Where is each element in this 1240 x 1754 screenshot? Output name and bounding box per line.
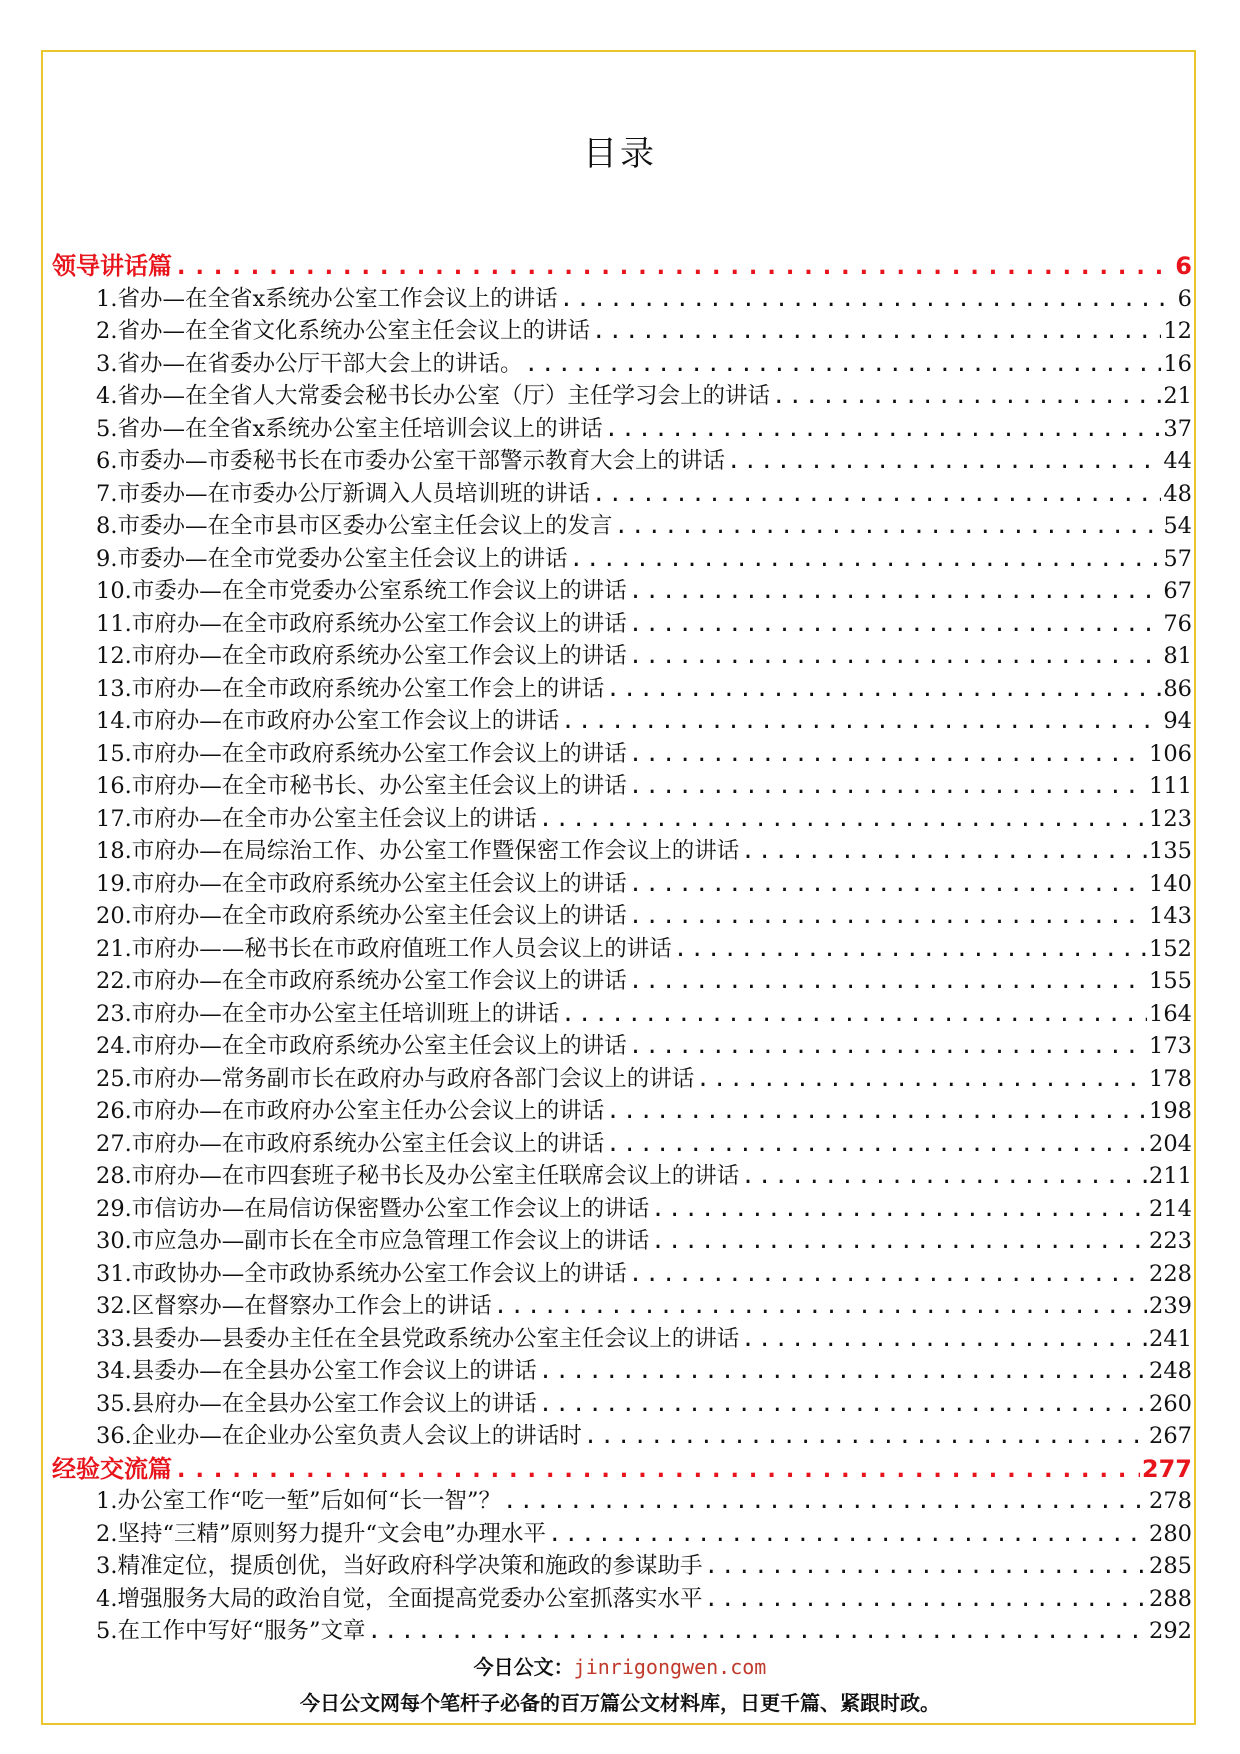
- toc-entry-title: 9.市委办—在全市党委办公室主任会议上的讲话: [96, 545, 568, 572]
- toc-entry[interactable]: [52, 1485, 1192, 1518]
- toc-entry-title: 15.市府办—在全市政府系统办公室工作会议上的讲话: [96, 740, 627, 767]
- toc-leader-dots: [629, 1030, 1147, 1063]
- toc-leader-dots: [592, 315, 1161, 348]
- toc-leader-dots: [629, 575, 1162, 608]
- toc-entry[interactable]: [52, 868, 1192, 901]
- toc-entry-title: 22.市府办—在全市政府系统办公室工作会议上的讲话: [96, 968, 627, 994]
- toc-entry-title: 11.市府办—在全市政府系统办公室工作会议上的讲话: [96, 610, 627, 637]
- toc-entry[interactable]: [52, 445, 1192, 478]
- toc-entry-page: 76: [1163, 610, 1192, 637]
- toc-entry-title: 12.市府办—在全市政府系统办公室工作会议上的讲话: [96, 643, 627, 669]
- toc-leader-dots: [629, 900, 1147, 933]
- toc-leader-dots: [539, 803, 1147, 836]
- toc-entry-page: 223: [1149, 1228, 1192, 1254]
- toc-leader-dots: [367, 1615, 1147, 1648]
- toc-entry[interactable]: [52, 1615, 1192, 1648]
- toc-entry[interactable]: [52, 1583, 1192, 1616]
- toc-entry[interactable]: [52, 965, 1192, 998]
- toc-entry[interactable]: [52, 543, 1192, 576]
- toc-entry[interactable]: [52, 1258, 1192, 1291]
- toc-leader-dots: [651, 1225, 1147, 1258]
- footer-site-line: [0, 1651, 1240, 1680]
- footer-prefix: 今日公文：: [473, 1655, 574, 1679]
- toc-leader-dots: [606, 673, 1161, 706]
- toc-entry-page: 241: [1149, 1325, 1192, 1352]
- toc-entry-page: 260: [1149, 1390, 1192, 1417]
- toc-entry[interactable]: [52, 575, 1192, 608]
- toc-leader-dots: [606, 1095, 1147, 1128]
- toc-entry-page: 81: [1163, 643, 1192, 669]
- toc-entry-title: 31.市政协办—全市政协系统办公室工作会议上的讲话: [96, 1260, 627, 1287]
- toc-entry-page: 155: [1149, 968, 1192, 994]
- toc-section[interactable]: [52, 1453, 1192, 1486]
- toc-entry[interactable]: [52, 608, 1192, 641]
- toc-entry-page: 267: [1149, 1423, 1192, 1449]
- toc-entry-title: 36.企业办—在企业办公室负责人会议上的讲话时: [96, 1423, 582, 1449]
- toc-leader-dots: [629, 770, 1147, 803]
- toc-entry[interactable]: [52, 1128, 1192, 1161]
- toc-entry[interactable]: [52, 1030, 1192, 1063]
- toc-entry[interactable]: [52, 705, 1192, 738]
- toc-entry-title: 26.市府办—在市政府办公室主任办公会议上的讲话: [96, 1098, 605, 1124]
- toc-leader-dots: [704, 1550, 1147, 1583]
- toc-entry-page: 239: [1149, 1293, 1192, 1319]
- toc-leader-dots: [592, 478, 1161, 511]
- toc-leader-dots: [674, 933, 1147, 966]
- toc-entry-page: 280: [1149, 1520, 1192, 1547]
- toc-section-title: 领导讲话篇: [52, 252, 172, 280]
- toc-entry[interactable]: [52, 1095, 1192, 1128]
- toc-section[interactable]: [52, 250, 1192, 283]
- toc-leader-dots: [741, 1160, 1147, 1193]
- toc-leader-dots: [629, 738, 1147, 771]
- toc-entry-title: 1.省办—在全省x系统办公室工作会议上的讲话: [96, 285, 558, 312]
- toc-leader-dots: [614, 510, 1161, 543]
- toc-entry-title: 20.市府办—在全市政府系统办公室主任会议上的讲话: [96, 903, 627, 929]
- toc-section-page: 277: [1141, 1454, 1192, 1483]
- toc-entry[interactable]: [52, 1355, 1192, 1388]
- toc-entry[interactable]: [52, 1550, 1192, 1583]
- toc-leader-dots: [561, 998, 1147, 1031]
- toc-entry[interactable]: [52, 1420, 1192, 1453]
- toc-entry-title: 19.市府办—在全市政府系统办公室主任会议上的讲话: [96, 870, 627, 897]
- toc-entry-title: 35.县府办—在全县办公室工作会议上的讲话: [96, 1390, 537, 1417]
- footer-slogan: 今日公文网每个笔杆子必备的百万篇公文材料库，日更千篇、紧跟时政。: [300, 1691, 940, 1715]
- toc-entry[interactable]: [52, 348, 1192, 381]
- toc-entry-page: 248: [1149, 1358, 1192, 1384]
- toc-leader-dots: [727, 445, 1161, 478]
- toc-entry-page: 86: [1163, 675, 1192, 702]
- toc-entry-page: 67: [1163, 578, 1192, 604]
- toc-entry-title: 23.市府办—在全市办公室主任培训班上的讲话: [96, 1000, 560, 1027]
- toc-entry-title: 6.市委办—市委秘书长在市委办公室干部警示教育大会上的讲话: [96, 448, 725, 474]
- toc-entry-title: 27.市府办—在市政府系统办公室主任会议上的讲话: [96, 1130, 605, 1157]
- toc-entry-page: 6: [1177, 285, 1192, 312]
- toc-entry-title: 29.市信访办—在局信访保密暨办公室工作会议上的讲话: [96, 1195, 650, 1222]
- toc-entry-title: 7.市委办—在市委办公厅新调入人员培训班的讲话: [96, 480, 590, 507]
- toc-entry[interactable]: [52, 413, 1192, 446]
- toc-entry-page: 211: [1149, 1163, 1192, 1189]
- toc-entry-title: 24.市府办—在全市政府系统办公室主任会议上的讲话: [96, 1033, 627, 1059]
- toc-leader-dots: [539, 1355, 1147, 1388]
- toc-entry-page: 12: [1163, 318, 1192, 344]
- toc-leader-dots: [741, 835, 1147, 868]
- toc-entry-title: 32.区督察办—在督察办工作会上的讲话: [96, 1293, 492, 1319]
- toc-leader-dots: [539, 1388, 1147, 1421]
- toc-leader-dots: [561, 705, 1161, 738]
- toc-entry-page: 44: [1163, 448, 1192, 474]
- toc-entry-page: 140: [1149, 870, 1192, 897]
- toc-entry-title: 25.市府办—常务副市长在政府办与政府各部门会议上的讲话: [96, 1065, 695, 1092]
- toc-entry-page: 292: [1149, 1618, 1192, 1644]
- toc-entry-page: 288: [1149, 1585, 1192, 1612]
- toc-entry[interactable]: [52, 770, 1192, 803]
- toc-entry-title: 34.县委办—在全县办公室工作会议上的讲话: [96, 1358, 537, 1384]
- toc-entry[interactable]: [52, 1225, 1192, 1258]
- toc-entry[interactable]: [52, 673, 1192, 706]
- toc-entry-title: 28.市府办—在市四套班子秘书长及办公室主任联席会议上的讲话: [96, 1163, 740, 1189]
- toc-leader-dots: [548, 1518, 1147, 1551]
- toc-entry-page: 152: [1149, 935, 1192, 962]
- toc-leader-dots: [584, 1420, 1147, 1453]
- toc-entry[interactable]: [52, 510, 1192, 543]
- toc-entry-title: 3.精准定位，提质创优，当好政府科学决策和施政的参谋助手: [96, 1553, 703, 1579]
- toc-entry-title: 30.市应急办—副市长在全市应急管理工作会议上的讲话: [96, 1228, 650, 1254]
- toc-entry-page: 21: [1163, 383, 1192, 409]
- toc-entry-page: 198: [1149, 1098, 1192, 1124]
- toc-entry-page: 228: [1149, 1260, 1192, 1287]
- toc-entry-page: 123: [1149, 805, 1192, 832]
- toc-entry-title: 18.市府办—在局综治工作、办公室工作暨保密工作会议上的讲话: [96, 838, 740, 864]
- toc-entry[interactable]: [52, 640, 1192, 673]
- toc-leader-dots: [503, 1485, 1147, 1518]
- toc-entry[interactable]: [52, 1160, 1192, 1193]
- toc-entry-page: 143: [1149, 903, 1192, 929]
- toc-entry-page: 37: [1163, 415, 1192, 442]
- toc-entry-title: 13.市府办—在全市政府系统办公室工作会上的讲话: [96, 675, 605, 702]
- toc-entry-page: 111: [1149, 773, 1192, 799]
- toc-entry[interactable]: [52, 998, 1192, 1031]
- toc-entry-page: 94: [1163, 708, 1192, 734]
- toc-leader-dots: [696, 1063, 1147, 1096]
- toc-section-title: 经验交流篇: [52, 1454, 172, 1483]
- toc-entry-page: 278: [1149, 1488, 1192, 1514]
- table-of-contents: [52, 250, 1192, 1648]
- toc-entry[interactable]: [52, 900, 1192, 933]
- toc-leader-dots: [174, 250, 1173, 283]
- toc-entry-page: 48: [1163, 480, 1192, 507]
- toc-leader-dots: [606, 1128, 1147, 1161]
- toc-entry-title: 2.坚持“三精”原则努力提升“文会电”办理水平: [96, 1520, 546, 1547]
- page-title: 目录: [583, 134, 657, 174]
- toc-leader-dots: [629, 640, 1162, 673]
- toc-entry-title: 14.市府办—在市政府办公室工作会议上的讲话: [96, 708, 560, 734]
- toc-section-page: 6: [1175, 252, 1192, 280]
- toc-entry[interactable]: [52, 738, 1192, 771]
- toc-entry-title: 5.省办—在全省x系统办公室主任培训会议上的讲话: [96, 415, 603, 442]
- toc-entry-page: 54: [1163, 513, 1192, 539]
- toc-entry[interactable]: [52, 1193, 1192, 1226]
- toc-entry-title: 4.省办—在全省人大常委会秘书长办公室（厅）主任学习会上的讲话: [96, 383, 770, 409]
- toc-entry-page: 204: [1149, 1130, 1192, 1157]
- toc-entry[interactable]: [52, 283, 1192, 316]
- toc-entry[interactable]: [52, 380, 1192, 413]
- toc-leader-dots: [651, 1193, 1147, 1226]
- toc-entry[interactable]: [52, 1518, 1192, 1551]
- toc-entry-title: 5.在工作中写好“服务”文章: [96, 1618, 366, 1644]
- toc-entry[interactable]: [52, 835, 1192, 868]
- toc-entry-title: 8.市委办—在全市县市区委办公室主任会议上的发言: [96, 513, 613, 539]
- toc-entry-title: 17.市府办—在全市办公室主任会议上的讲话: [96, 805, 537, 832]
- toc-leader-dots: [629, 1258, 1147, 1291]
- toc-entry-page: 173: [1149, 1033, 1192, 1059]
- toc-entry-title: 33.县委办—县委办主任在全县党政系统办公室主任会议上的讲话: [96, 1325, 740, 1352]
- toc-entry[interactable]: [52, 315, 1192, 348]
- toc-leader-dots: [741, 1323, 1147, 1356]
- toc-entry-page: 164: [1149, 1000, 1192, 1027]
- toc-entry-page: 106: [1149, 740, 1192, 767]
- toc-leader-dots: [605, 413, 1162, 446]
- toc-entry-page: 16: [1163, 350, 1192, 377]
- toc-entry-page: 57: [1163, 545, 1192, 572]
- toc-entry[interactable]: [52, 1388, 1192, 1421]
- toc-leader-dots: [629, 965, 1147, 998]
- footer-site-link[interactable]: jinrigongwen.com: [573, 1655, 767, 1679]
- toc-entry-title: 2.省办—在全省文化系统办公室主任会议上的讲话: [96, 318, 590, 344]
- toc-entry[interactable]: [52, 933, 1192, 966]
- toc-leader-dots: [629, 868, 1147, 901]
- toc-entry-page: 135: [1149, 838, 1192, 864]
- toc-entry[interactable]: [52, 1063, 1192, 1096]
- toc-entry-page: 214: [1149, 1195, 1192, 1222]
- toc-entry-title: 3.省办—在省委办公厅干部大会上的讲话。: [96, 350, 523, 377]
- toc-leader-dots: [629, 608, 1162, 641]
- toc-entry-title: 21.市府办——秘书长在市政府值班工作人员会议上的讲话: [96, 935, 672, 962]
- toc-leader-dots: [494, 1290, 1147, 1323]
- toc-leader-dots: [560, 283, 1176, 316]
- toc-entry[interactable]: [52, 1290, 1192, 1323]
- toc-leader-dots: [569, 543, 1161, 576]
- toc-entry[interactable]: [52, 1323, 1192, 1356]
- toc-leader-dots: [704, 1583, 1147, 1616]
- toc-entry-title: 10.市委办—在全市党委办公室系统工作会议上的讲话: [96, 578, 627, 604]
- toc-entry-title: 1.办公室工作“吃一堑”后如何“长一智”？: [96, 1488, 501, 1514]
- toc-entry-page: 285: [1149, 1553, 1192, 1579]
- toc-leader-dots: [772, 380, 1161, 413]
- toc-leader-dots: [174, 1453, 1140, 1486]
- toc-entry[interactable]: [52, 803, 1192, 836]
- toc-entry-page: 178: [1149, 1065, 1192, 1092]
- toc-leader-dots: [524, 348, 1161, 381]
- toc-entry[interactable]: [52, 478, 1192, 511]
- toc-entry-title: 4.增强服务大局的政治自觉，全面提高党委办公室抓落实水平: [96, 1585, 703, 1612]
- toc-entry-title: 16.市府办—在全市秘书长、办公室主任会议上的讲话: [96, 773, 627, 799]
